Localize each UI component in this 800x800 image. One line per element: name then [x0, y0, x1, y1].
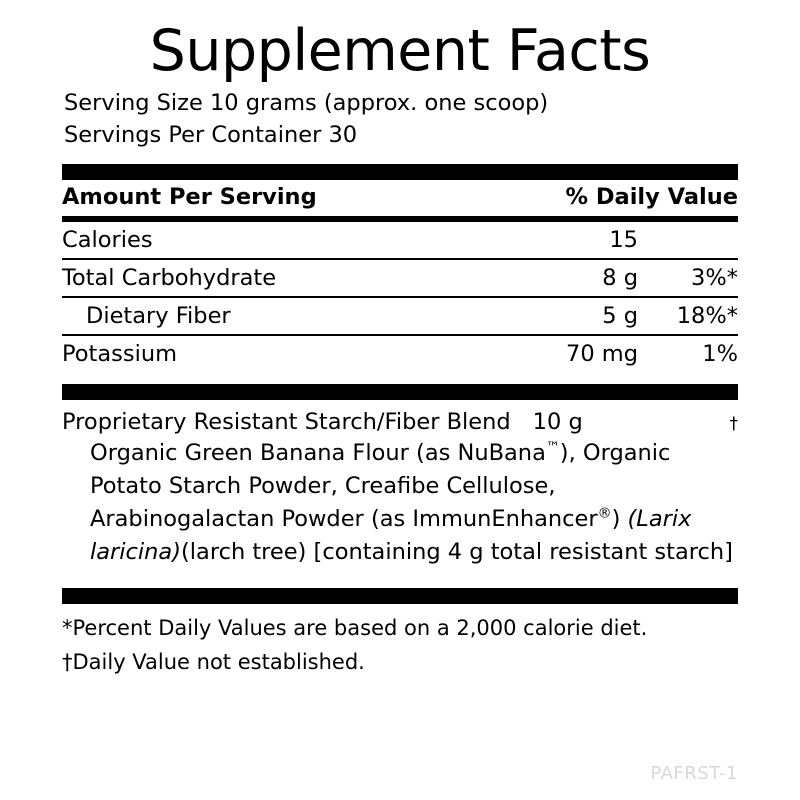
blend-row: [62, 400, 738, 437]
latin-name: (Larix laricina): [90, 505, 692, 565]
nutrient-dv: 18%*: [676, 302, 738, 329]
nutrient-name: Calories: [62, 226, 153, 253]
nutrient-name: Total Carbohydrate: [62, 264, 277, 291]
divider-thick-middle: [62, 384, 738, 400]
registered-symbol: ®: [597, 505, 612, 522]
ingredients-part-4: (larch tree) [containing 4 g total resistant starch]: [181, 538, 733, 565]
divider-thick-bottom: [62, 588, 738, 604]
table-row: [62, 260, 738, 297]
blend-name: Proprietary Resistant Starch/Fiber Blend: [62, 409, 511, 435]
nutrient-amount: 70 mg: [566, 340, 638, 367]
footnote-daily-values: *Percent Daily Values are based on a 2,000 calorie diet.: [62, 616, 648, 641]
table-row: [62, 336, 738, 373]
divider-thick-top: [62, 164, 738, 180]
nutrient-dv: 1%: [702, 340, 738, 367]
trademark-symbol: ™: [545, 439, 560, 456]
blend-amount: 10 g: [532, 409, 583, 435]
servings-per-container-text: Servings Per Container 30: [64, 122, 358, 149]
ingredients-part-3: ): [611, 505, 628, 532]
nutrient-name: Potassium: [62, 340, 178, 367]
serving-size-text: Serving Size 10 grams (approx. one scoop): [64, 90, 549, 117]
blend-dv: †: [729, 414, 738, 434]
page-title: Supplement Facts: [149, 18, 651, 84]
nutrient-amount: 5 g: [602, 302, 638, 329]
nutrient-amount: 15: [609, 226, 638, 253]
product-code: PAFRST-1: [650, 763, 738, 784]
table-row: [62, 222, 738, 259]
table-row: [62, 298, 738, 335]
ingredients-part-1: Organic Green Banana Flour (as NuBana: [90, 440, 546, 466]
ingredients-part-2: ), Organic Potato Starch Powder, Creafibe Cellulose, Arabinogalactan Powder (as ImmunEnhancer: [90, 440, 671, 532]
nutrient-dv: 3%*: [691, 264, 738, 291]
nutrient-name: Dietary Fiber: [86, 302, 231, 329]
footnote-dv-not-established: †Daily Value not established.: [62, 649, 365, 674]
ingredients-text: [62, 437, 738, 576]
amount-per-serving-header: Amount Per Serving: [62, 184, 317, 210]
table-header-row: [62, 180, 738, 216]
nutrient-amount: 8 g: [602, 264, 638, 291]
percent-daily-value-header: % Daily Value: [565, 184, 738, 210]
